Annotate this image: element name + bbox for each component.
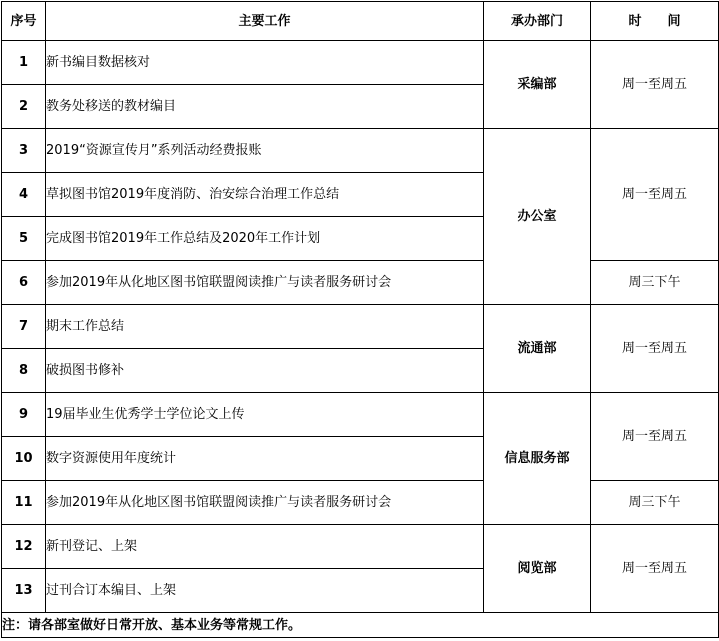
row-task: 期末工作总结 bbox=[46, 305, 484, 349]
footer-note: 注：请各部室做好日常开放、基本业务等常规工作。 bbox=[2, 613, 719, 638]
table-row bbox=[2, 41, 719, 85]
header-time-char-2: 间 bbox=[667, 13, 681, 29]
header-time bbox=[591, 2, 719, 41]
row-task: 破损图书修补 bbox=[46, 349, 484, 393]
time-cell: 周一至周五 bbox=[591, 305, 719, 393]
table-row bbox=[2, 261, 719, 305]
table-row bbox=[2, 129, 719, 173]
row-num: 12 bbox=[2, 525, 46, 569]
table-row bbox=[2, 393, 719, 437]
row-task: 新刊登记、上架 bbox=[46, 525, 484, 569]
row-task: 2019“资源宣传月”系列活动经费报账 bbox=[46, 129, 484, 173]
note-row bbox=[2, 613, 719, 638]
row-task: 完成图书馆2019年工作总结及2020年工作计划 bbox=[46, 217, 484, 261]
table-row bbox=[2, 525, 719, 569]
row-num: 5 bbox=[2, 217, 46, 261]
row-task: 参加2019年从化地区图书馆联盟阅读推广与读者服务研讨会 bbox=[46, 261, 484, 305]
table-row bbox=[2, 481, 719, 525]
header-row bbox=[2, 2, 719, 41]
header-time-char-1: 时 bbox=[628, 13, 642, 29]
table-row bbox=[2, 305, 719, 349]
row-task: 教务处移送的教材编目 bbox=[46, 85, 484, 129]
time-cell: 周一至周五 bbox=[591, 41, 719, 129]
row-num: 9 bbox=[2, 393, 46, 437]
row-task: 19届毕业生优秀学士学位论文上传 bbox=[46, 393, 484, 437]
dept-cell: 办公室 bbox=[484, 129, 591, 305]
row-num: 10 bbox=[2, 437, 46, 481]
row-task: 新书编目数据核对 bbox=[46, 41, 484, 85]
row-num: 4 bbox=[2, 173, 46, 217]
time-cell: 周一至周五 bbox=[591, 525, 719, 613]
row-task: 过刊合订本编目、上架 bbox=[46, 569, 484, 613]
work-schedule-table bbox=[1, 1, 719, 638]
dept-cell: 阅览部 bbox=[484, 525, 591, 613]
header-num: 序号 bbox=[2, 2, 46, 41]
row-num: 3 bbox=[2, 129, 46, 173]
time-cell: 周三下午 bbox=[591, 261, 719, 305]
header-task: 主要工作 bbox=[46, 2, 484, 41]
time-cell: 周一至周五 bbox=[591, 129, 719, 261]
row-num: 7 bbox=[2, 305, 46, 349]
dept-cell: 采编部 bbox=[484, 41, 591, 129]
row-num: 13 bbox=[2, 569, 46, 613]
time-cell: 周三下午 bbox=[591, 481, 719, 525]
dept-cell: 信息服务部 bbox=[484, 393, 591, 525]
dept-cell: 流通部 bbox=[484, 305, 591, 393]
row-num: 11 bbox=[2, 481, 46, 525]
time-cell: 周一至周五 bbox=[591, 393, 719, 481]
header-dept: 承办部门 bbox=[484, 2, 591, 41]
row-task: 数字资源使用年度统计 bbox=[46, 437, 484, 481]
row-num: 1 bbox=[2, 41, 46, 85]
row-task: 草拟图书馆2019年度消防、治安综合治理工作总结 bbox=[46, 173, 484, 217]
row-num: 6 bbox=[2, 261, 46, 305]
row-num: 8 bbox=[2, 349, 46, 393]
row-task: 参加2019年从化地区图书馆联盟阅读推广与读者服务研讨会 bbox=[46, 481, 484, 525]
row-num: 2 bbox=[2, 85, 46, 129]
